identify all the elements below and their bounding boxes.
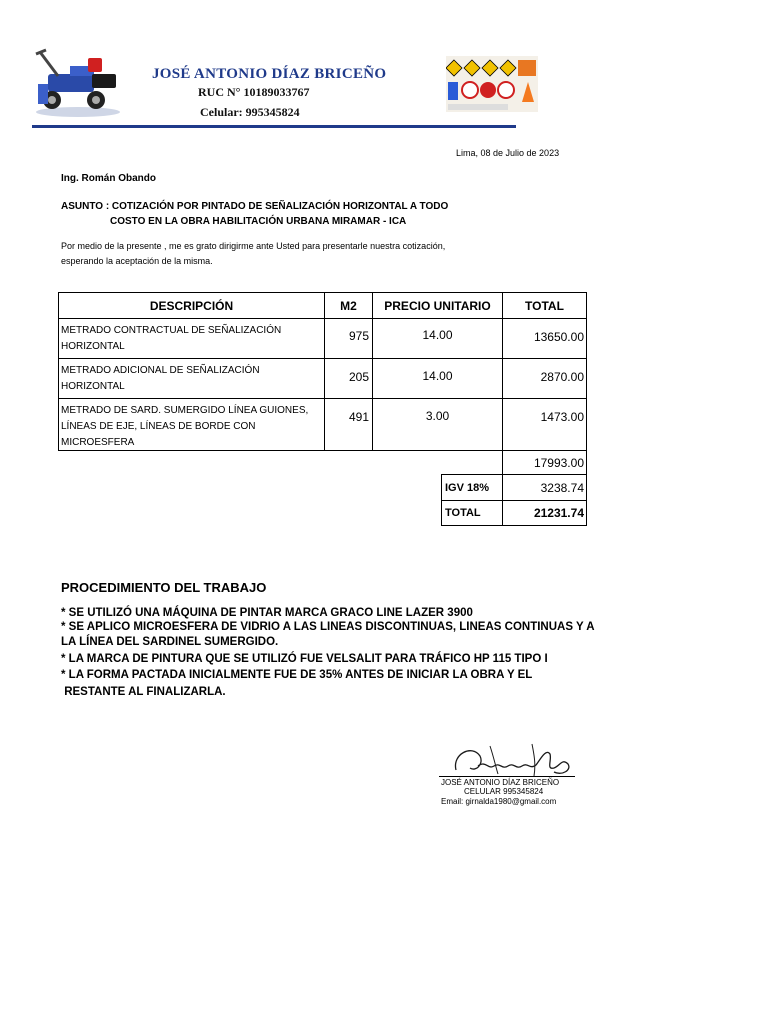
igv-label: IGV 18% — [441, 474, 503, 501]
row-total: 2870.00 — [502, 358, 587, 399]
signature-line — [439, 776, 575, 777]
row-total: 13650.00 — [502, 318, 587, 359]
place-date: Lima, 08 de Julio de 2023 — [456, 148, 560, 158]
description-line: METRADO DE SARD. SUMERGIDO LÍNEA GUIONES, — [61, 405, 309, 416]
header-description: DESCRIPCIÓN — [58, 292, 325, 319]
procedure-line: LA LÍNEA DEL SARDINEL SUMERGIDO. — [61, 636, 279, 648]
procedure-line: * LA MARCA DE PINTURA QUE SE UTILIZÓ FUE VELSALIT PARA TRÁFICO HP 115 TIPO I — [61, 653, 548, 665]
subject-line-2: COSTO EN LA OBRA HABILITACIÓN URBANA MIRAMAR - ICA — [110, 216, 407, 227]
table-row-description — [58, 398, 325, 451]
row-m2: 491 — [324, 398, 373, 451]
header-divider — [32, 125, 516, 128]
row-total: 1473.00 — [502, 398, 587, 451]
intro-line-1: Por medio de la presente , me es grato dirigirme ante Usted para presentarle nuestra cotización, — [61, 241, 446, 251]
company-name: JOSÉ ANTONIO DÍAZ BRICEÑO — [152, 66, 387, 82]
traffic-signs-logo — [446, 56, 538, 112]
table-row-description — [58, 318, 325, 359]
row-unit-price: 14.00 — [372, 358, 503, 399]
line-striping-machine-logo — [30, 44, 126, 120]
description-line: METRADO CONTRACTUAL DE SEÑALIZACIÓN — [61, 325, 282, 336]
ruc-number: RUC N° 10189033767 — [198, 85, 310, 99]
procedure-line: * SE UTILIZÓ UNA MÁQUINA DE PINTAR MARCA GRACO LINE LAZER 3900 — [61, 607, 473, 619]
procedure-title: PROCEDIMIENTO DEL TRABAJO — [61, 580, 267, 595]
subject-line-1: ASUNTO : COTIZACIÓN POR PINTADO DE SEÑALIZACIÓN HORIZONTAL A TODO — [61, 201, 449, 212]
description-line: MICROESFERA — [61, 437, 135, 448]
procedure-line: RESTANTE AL FINALIZARLA. — [61, 686, 226, 698]
subtotal-value: 17993.00 — [502, 450, 587, 475]
table-row-description — [58, 358, 325, 399]
total-label: TOTAL — [441, 500, 503, 526]
quote-table — [58, 292, 587, 451]
header-unit-price: PRECIO UNITARIO — [372, 292, 503, 319]
row-unit-price: 14.00 — [372, 318, 503, 359]
description-line: HORIZONTAL — [61, 381, 125, 392]
signature-name: JOSÉ ANTONIO DÍAZ BRICEÑO — [441, 778, 560, 787]
procedure-line: * LA FORMA PACTADA INICIALMENTE FUE DE 35% ANTES DE INICIAR LA OBRA Y EL — [61, 669, 533, 681]
header-m2: M2 — [324, 292, 373, 319]
total-value: 21231.74 — [502, 500, 587, 526]
signature-phone: CELULAR 995345824 — [464, 787, 544, 796]
row-unit-price: 3.00 — [372, 398, 503, 451]
description-line: HORIZONTAL — [61, 341, 125, 352]
intro-line-2: esperando la aceptación de la misma. — [61, 256, 213, 266]
procedure-line: * SE APLICO MICROESFERA DE VIDRIO A LAS LINEAS DISCONTINUAS, LINEAS CONTINUAS Y A — [61, 621, 595, 633]
description-line: METRADO ADICIONAL DE SEÑALIZACIÓN — [61, 365, 260, 376]
description-line: LÍNEAS DE EJE, LÍNEAS DE BORDE CON — [61, 421, 256, 432]
header-total: TOTAL — [502, 292, 587, 319]
igv-value: 3238.74 — [502, 474, 587, 501]
header-phone: Celular: 995345824 — [200, 105, 300, 119]
recipient: Ing. Román Obando — [61, 173, 156, 184]
signature-email: Email: girnalda1980@gmail.com — [441, 797, 557, 806]
row-m2: 975 — [324, 318, 373, 359]
row-m2: 205 — [324, 358, 373, 399]
